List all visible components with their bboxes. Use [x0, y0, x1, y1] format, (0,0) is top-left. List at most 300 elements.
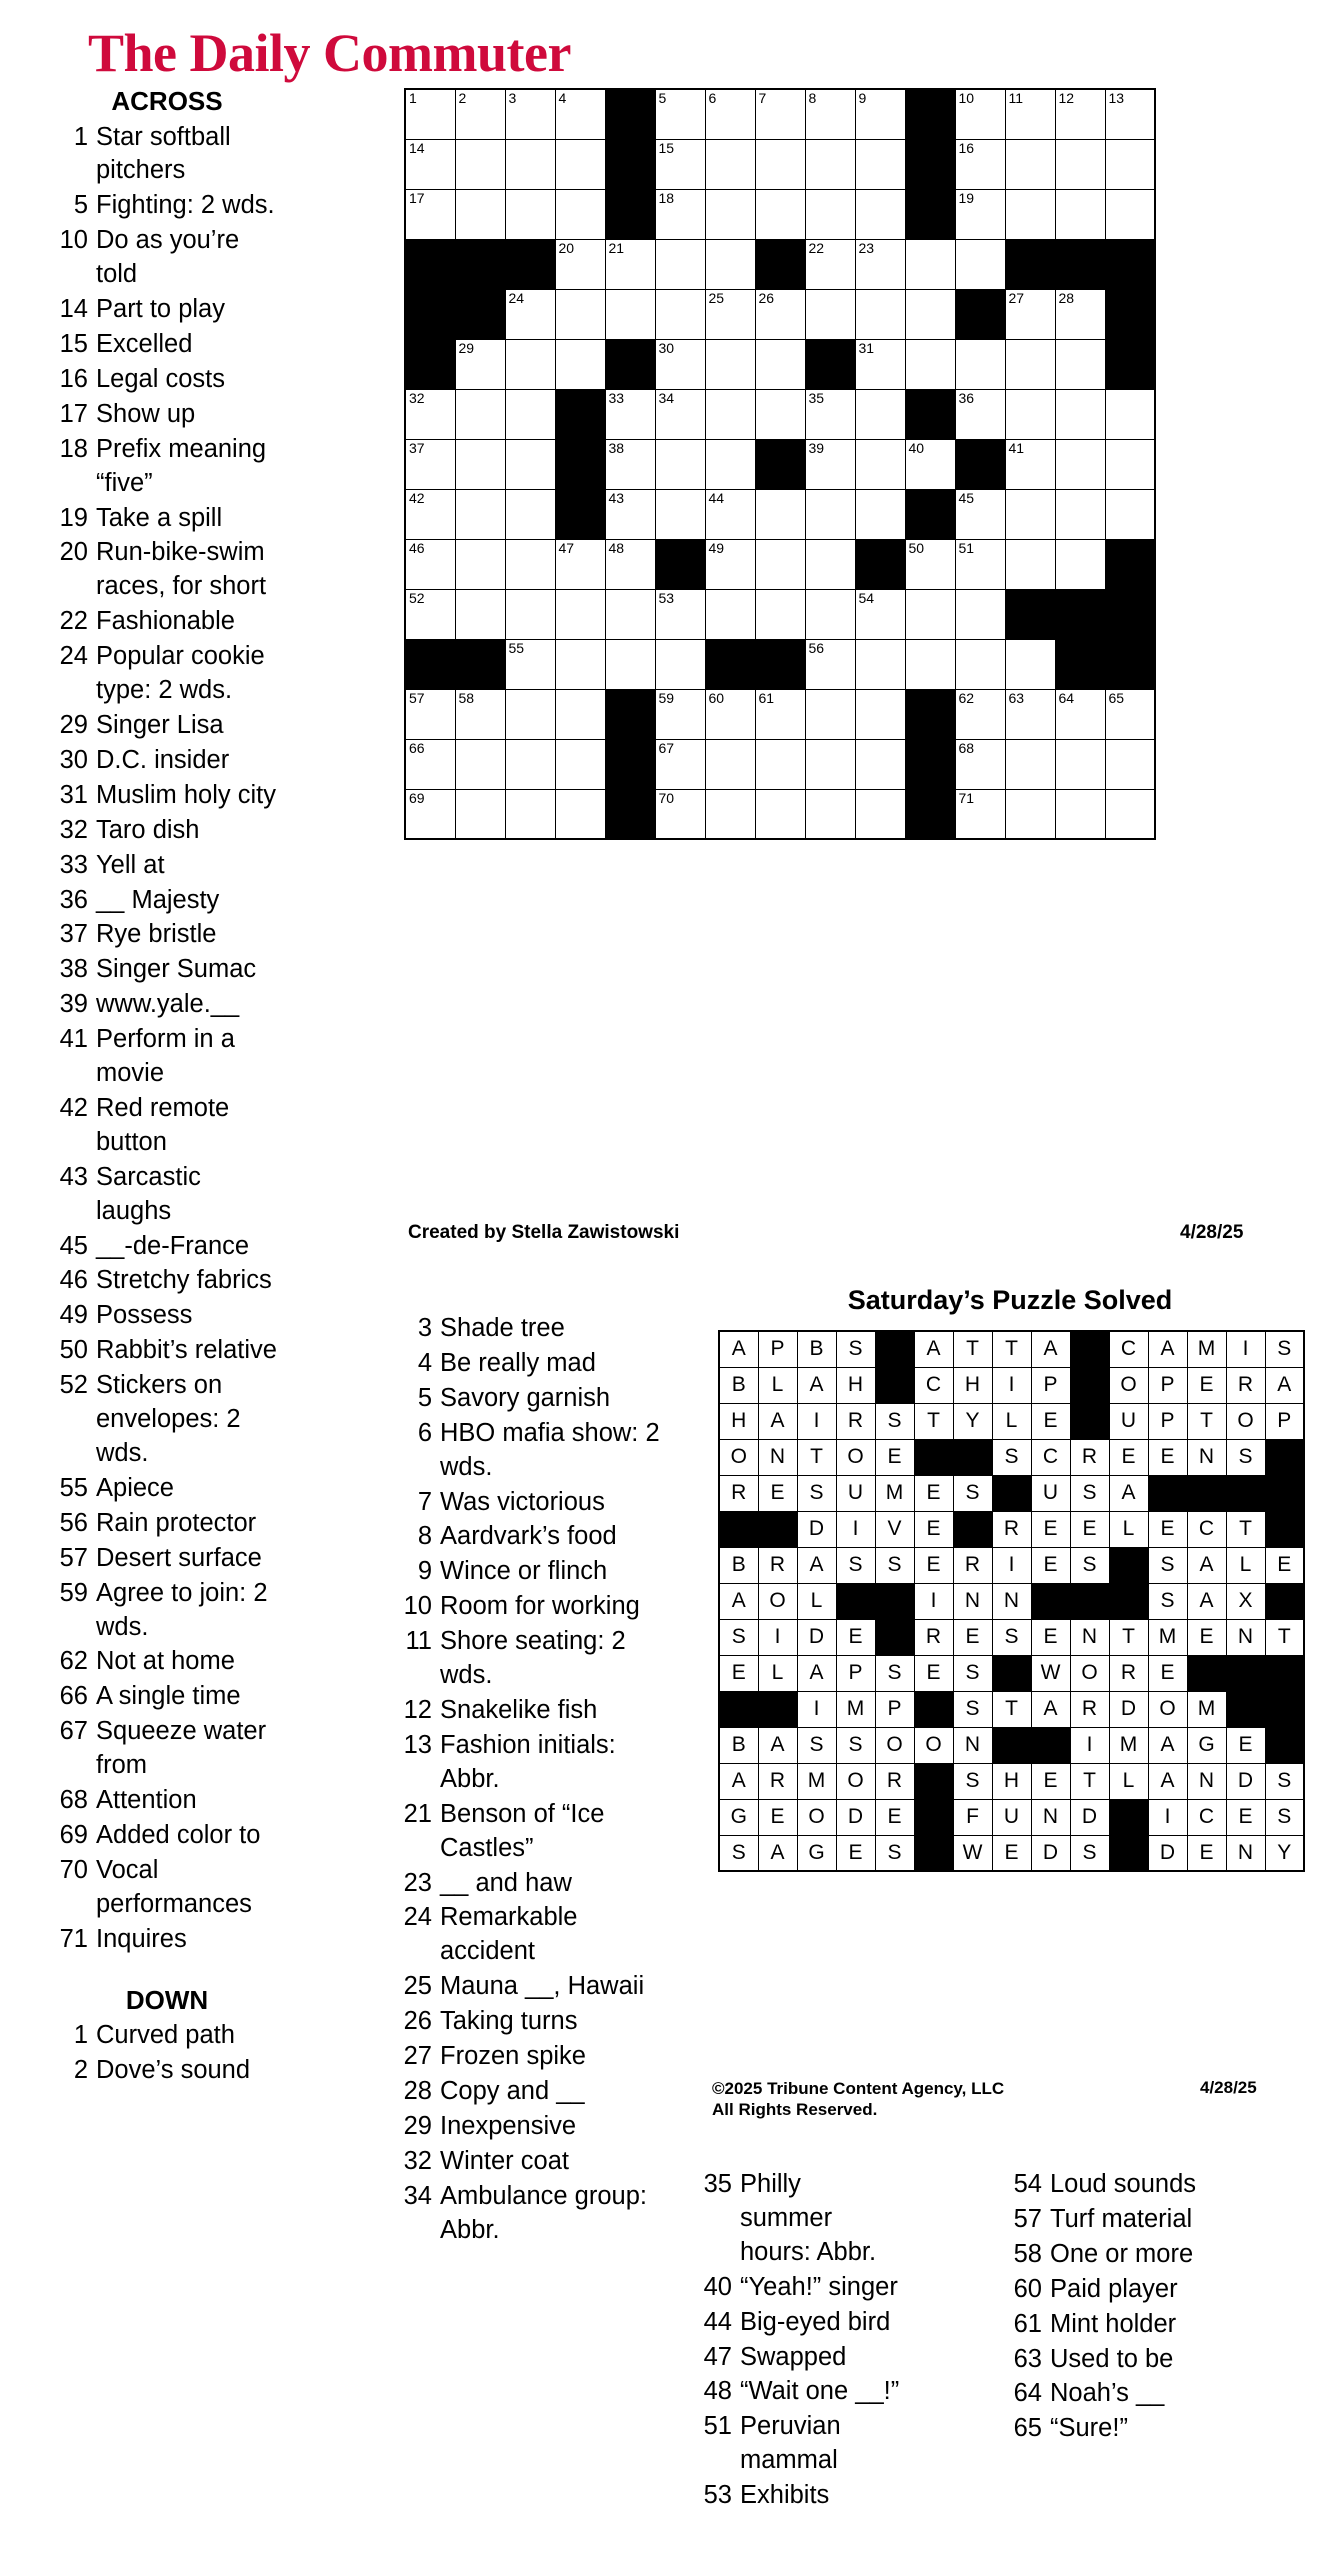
clue-number: 40	[703, 2272, 732, 2301]
grid-cell[interactable]	[805, 489, 855, 539]
grid-cell[interactable]	[555, 789, 605, 839]
grid-cell[interactable]	[855, 689, 905, 739]
solved-cell-block	[1265, 1439, 1304, 1475]
grid-cell[interactable]	[805, 589, 855, 639]
grid-cell[interactable]	[805, 189, 855, 239]
grid-cell[interactable]	[555, 189, 605, 239]
clue-item	[700, 2410, 900, 2478]
clue-item	[56, 363, 278, 397]
grid-cell[interactable]	[755, 339, 805, 389]
clue-item	[56, 1369, 278, 1471]
grid-cell[interactable]	[505, 89, 555, 139]
grid-cell[interactable]	[655, 689, 705, 739]
grid-cell[interactable]	[555, 139, 605, 189]
grid-cell[interactable]	[1005, 639, 1055, 689]
solved-cell: O	[797, 1799, 836, 1835]
clue-item	[700, 2375, 900, 2409]
grid-cell[interactable]	[1055, 689, 1105, 739]
clue-item	[56, 1299, 278, 1333]
grid-cell-number: 63	[1008, 689, 1025, 706]
clue-number: 3	[417, 1314, 432, 1342]
grid-cell[interactable]	[755, 139, 805, 189]
grid-cell[interactable]	[455, 539, 505, 589]
grid-cell[interactable]	[705, 239, 755, 289]
solved-cell: G	[719, 1799, 758, 1835]
grid-cell[interactable]	[1105, 739, 1155, 789]
grid-cell[interactable]	[405, 189, 455, 239]
grid-cell[interactable]	[1005, 539, 1055, 589]
grid-cell-block	[705, 639, 755, 689]
grid-cell[interactable]	[655, 489, 705, 539]
grid-cell[interactable]	[505, 789, 555, 839]
grid-cell[interactable]	[505, 589, 555, 639]
grid-cell[interactable]	[955, 739, 1005, 789]
grid-cell-number: 8	[808, 90, 817, 106]
solved-cell: S	[875, 1547, 914, 1583]
solved-cell: D	[797, 1619, 836, 1655]
grid-cell[interactable]	[905, 339, 955, 389]
grid-cell[interactable]	[1055, 539, 1105, 589]
grid-cell[interactable]	[1105, 689, 1155, 739]
grid-cell[interactable]	[755, 289, 805, 339]
grid-cell[interactable]	[505, 739, 555, 789]
clue-number: 56	[59, 1508, 88, 1537]
solved-cell: V	[875, 1511, 914, 1547]
grid-cell[interactable]	[705, 89, 755, 139]
grid-cell[interactable]	[455, 789, 505, 839]
grid-cell[interactable]	[655, 239, 705, 289]
grid-cell[interactable]	[955, 489, 1005, 539]
grid-cell[interactable]	[605, 589, 655, 639]
clue-item	[400, 1970, 660, 2004]
solved-cell: I	[992, 1367, 1031, 1403]
grid-cell[interactable]	[505, 339, 555, 389]
clue-item	[56, 1542, 278, 1576]
grid-cell[interactable]	[805, 239, 855, 289]
clue-item	[56, 1023, 278, 1091]
grid-cell[interactable]	[855, 189, 905, 239]
grid-row	[405, 389, 1155, 439]
grid-cell[interactable]	[555, 689, 605, 739]
grid-cell[interactable]	[955, 639, 1005, 689]
grid-cell[interactable]	[755, 789, 805, 839]
grid-cell[interactable]	[955, 789, 1005, 839]
grid-cell[interactable]	[605, 539, 655, 589]
grid-cell[interactable]	[805, 439, 855, 489]
clue-text: www.yale.__	[96, 990, 240, 1019]
grid-cell[interactable]	[705, 739, 755, 789]
grid-cell-number: 22	[808, 239, 825, 256]
clue-item	[400, 1729, 660, 1797]
grid-cell[interactable]	[605, 389, 655, 439]
grid-cell-number: 14	[409, 139, 425, 156]
grid-cell[interactable]	[955, 689, 1005, 739]
grid-cell[interactable]	[905, 589, 955, 639]
grid-cell[interactable]	[855, 489, 905, 539]
grid-row	[405, 789, 1155, 839]
grid-cell[interactable]	[855, 589, 905, 639]
solved-cell: P	[836, 1655, 875, 1691]
grid-cell[interactable]	[505, 639, 555, 689]
grid-row	[405, 189, 1155, 239]
grid-cell[interactable]	[1005, 89, 1055, 139]
grid-cell-block	[605, 189, 655, 239]
solved-cell: R	[1226, 1367, 1265, 1403]
grid-cell[interactable]	[1005, 339, 1055, 389]
grid-cell[interactable]	[1005, 789, 1055, 839]
clue-number: 19	[59, 503, 88, 532]
grid-cell[interactable]	[655, 639, 705, 689]
grid-cell[interactable]	[1005, 689, 1055, 739]
solved-cell: S	[836, 1547, 875, 1583]
solved-cell: I	[1226, 1331, 1265, 1367]
grid-cell[interactable]	[405, 89, 455, 139]
clue-text: Loud sounds	[1050, 2170, 1197, 2198]
grid-cell-block	[1055, 589, 1105, 639]
grid-cell[interactable]	[1105, 789, 1155, 839]
grid-cell[interactable]	[455, 589, 505, 639]
solved-cell-block	[992, 1655, 1031, 1691]
clue-item	[56, 744, 278, 778]
grid-cell-number: 41	[1008, 439, 1025, 456]
solved-cell: B	[719, 1727, 758, 1763]
grid-cell[interactable]	[555, 539, 605, 589]
solved-cell: E	[1148, 1511, 1187, 1547]
grid-cell[interactable]	[505, 539, 555, 589]
grid-cell-block	[805, 339, 855, 389]
grid-cell[interactable]	[655, 789, 705, 839]
solved-cell: N	[1070, 1619, 1109, 1655]
grid-cell-block	[405, 289, 455, 339]
grid-cell[interactable]	[655, 189, 705, 239]
grid-cell[interactable]	[755, 589, 805, 639]
solved-cell: A	[719, 1763, 758, 1799]
grid-cell-number: 66	[409, 739, 425, 756]
grid-cell[interactable]	[505, 189, 555, 239]
clue-item	[400, 1867, 660, 1901]
grid-cell-number: 50	[908, 539, 925, 556]
grid-cell[interactable]	[655, 139, 705, 189]
grid-cell[interactable]	[805, 789, 855, 839]
grid-cell[interactable]	[1105, 189, 1155, 239]
grid-cell[interactable]	[1055, 739, 1105, 789]
clue-number: 14	[59, 295, 88, 324]
clue-number: 65	[1013, 2414, 1042, 2443]
solved-cell-block	[992, 1475, 1031, 1511]
grid-cell[interactable]	[505, 289, 555, 339]
grid-cell[interactable]	[955, 139, 1005, 189]
grid-cell-number: 70	[658, 789, 675, 806]
solved-cell: E	[1109, 1439, 1148, 1475]
grid-cell[interactable]	[855, 789, 905, 839]
copyright-line-2: All Rights Reserved.	[712, 2100, 878, 2120]
clue-item	[56, 398, 278, 432]
grid-cell[interactable]	[655, 289, 705, 339]
grid-cell[interactable]	[455, 739, 505, 789]
grid-cell-block	[905, 489, 955, 539]
grid-cell[interactable]	[755, 489, 805, 539]
grid-cell[interactable]	[405, 539, 455, 589]
grid-cell[interactable]	[1005, 139, 1055, 189]
solved-cell: I	[914, 1583, 953, 1619]
solved-cell: O	[914, 1727, 953, 1763]
clue-text: Part to play	[96, 295, 225, 324]
grid-cell[interactable]	[1055, 189, 1105, 239]
clue-item	[56, 1645, 278, 1679]
grid-cell[interactable]	[905, 539, 955, 589]
grid-cell-block	[1005, 239, 1055, 289]
grid-cell[interactable]	[1105, 139, 1155, 189]
grid-cell[interactable]	[455, 689, 505, 739]
grid-cell[interactable]	[405, 489, 455, 539]
grid-cell[interactable]	[555, 239, 605, 289]
grid-cell[interactable]	[955, 389, 1005, 439]
grid-cell[interactable]	[955, 539, 1005, 589]
clue-number: 18	[59, 434, 88, 463]
clue-text: “Sure!”	[1050, 2414, 1128, 2443]
grid-cell[interactable]	[705, 439, 755, 489]
solved-cell: A	[758, 1403, 797, 1439]
solved-cell: E	[914, 1511, 953, 1547]
solved-cell: S	[992, 1439, 1031, 1475]
solved-cell: T	[992, 1331, 1031, 1367]
clue-number: 47	[703, 2342, 732, 2371]
grid-cell[interactable]	[855, 89, 905, 139]
grid-cell[interactable]	[755, 539, 805, 589]
grid-cell[interactable]	[1055, 289, 1105, 339]
grid-cell[interactable]	[605, 489, 655, 539]
grid-cell[interactable]	[405, 139, 455, 189]
grid-cell[interactable]	[605, 239, 655, 289]
solved-cell: E	[914, 1547, 953, 1583]
grid-cell[interactable]	[1055, 89, 1105, 139]
grid-cell[interactable]	[655, 439, 705, 489]
grid-cell[interactable]	[505, 689, 555, 739]
clue-item	[56, 988, 278, 1022]
solved-cell: D	[1226, 1763, 1265, 1799]
grid-cell[interactable]	[555, 289, 605, 339]
grid-cell[interactable]	[1105, 389, 1155, 439]
grid-cell[interactable]	[1005, 739, 1055, 789]
grid-cell[interactable]	[955, 589, 1005, 639]
grid-cell[interactable]	[805, 689, 855, 739]
grid-cell[interactable]	[605, 639, 655, 689]
grid-cell[interactable]	[455, 489, 505, 539]
grid-cell[interactable]	[1105, 89, 1155, 139]
clue-item	[400, 1347, 660, 1381]
clue-number: 16	[59, 364, 88, 393]
grid-cell[interactable]	[1055, 339, 1105, 389]
grid-cell[interactable]	[455, 189, 505, 239]
grid-cell[interactable]	[1055, 139, 1105, 189]
grid-cell[interactable]	[855, 639, 905, 689]
grid-cell[interactable]	[705, 289, 755, 339]
grid-cell[interactable]	[855, 339, 905, 389]
grid-cell[interactable]	[605, 439, 655, 489]
grid-cell[interactable]	[705, 389, 755, 439]
grid-cell[interactable]	[755, 689, 805, 739]
solved-cell: E	[1031, 1763, 1070, 1799]
grid-cell[interactable]	[905, 439, 955, 489]
grid-cell[interactable]	[1005, 389, 1055, 439]
solved-cell: P	[1148, 1367, 1187, 1403]
grid-cell[interactable]	[705, 139, 755, 189]
grid-cell[interactable]	[905, 639, 955, 689]
grid-cell[interactable]	[1055, 439, 1105, 489]
grid-cell[interactable]	[505, 389, 555, 439]
grid-cell[interactable]	[455, 389, 505, 439]
grid-cell[interactable]	[655, 89, 705, 139]
grid-cell-number: 68	[958, 739, 975, 756]
grid-cell[interactable]	[605, 289, 655, 339]
grid-cell[interactable]	[1005, 439, 1055, 489]
solved-cell: N	[1187, 1763, 1226, 1799]
solved-cell-block	[914, 1763, 953, 1799]
grid-cell[interactable]	[1005, 489, 1055, 539]
solved-cell: O	[836, 1439, 875, 1475]
grid-cell[interactable]	[555, 739, 605, 789]
grid-cell[interactable]	[405, 689, 455, 739]
grid-cell[interactable]	[955, 239, 1005, 289]
grid-cell[interactable]	[855, 389, 905, 439]
clue-item	[400, 1417, 660, 1485]
grid-cell[interactable]	[855, 239, 905, 289]
grid-cell[interactable]	[905, 289, 955, 339]
grid-cell[interactable]	[1005, 189, 1055, 239]
clue-text: Was victorious	[440, 1487, 605, 1516]
clue-text: Shade tree	[440, 1314, 565, 1342]
grid-cell[interactable]	[805, 639, 855, 689]
clue-number: 66	[59, 1682, 88, 1711]
clue-number: 29	[403, 2111, 432, 2140]
solved-cell: Y	[953, 1403, 992, 1439]
grid-cell[interactable]	[405, 389, 455, 439]
grid-cell[interactable]	[805, 139, 855, 189]
solved-cell: B	[719, 1547, 758, 1583]
grid-cell[interactable]	[405, 439, 455, 489]
solved-row	[719, 1763, 1304, 1799]
grid-cell-number: 62	[958, 689, 975, 706]
grid-cell[interactable]	[855, 139, 905, 189]
solved-cell: A	[758, 1835, 797, 1871]
grid-cell[interactable]	[405, 739, 455, 789]
grid-cell[interactable]	[1105, 439, 1155, 489]
grid-cell[interactable]	[505, 439, 555, 489]
grid-cell[interactable]	[805, 289, 855, 339]
grid-cell[interactable]	[705, 489, 755, 539]
clue-text: __-de-France	[96, 1231, 250, 1260]
grid-cell[interactable]	[755, 89, 805, 139]
grid-cell-block	[1005, 589, 1055, 639]
grid-cell[interactable]	[455, 339, 505, 389]
copyright-line-1: ©2025 Tribune Content Agency, LLC	[712, 2079, 1005, 2098]
solved-cell: O	[875, 1727, 914, 1763]
solved-cell: A	[1031, 1691, 1070, 1727]
grid-cell[interactable]	[705, 539, 755, 589]
grid-cell[interactable]	[705, 589, 755, 639]
grid-cell[interactable]	[655, 339, 705, 389]
clue-number: 10	[59, 226, 88, 255]
grid-cell[interactable]	[455, 139, 505, 189]
grid-cell-number: 34	[658, 389, 675, 406]
grid-cell-number: 1	[409, 90, 417, 106]
clue-item	[400, 2180, 660, 2248]
grid-cell[interactable]	[555, 89, 605, 139]
grid-cell[interactable]	[805, 389, 855, 439]
solved-cell: R	[914, 1619, 953, 1655]
grid-cell[interactable]	[755, 189, 805, 239]
grid-cell[interactable]	[955, 339, 1005, 389]
solved-cell: A	[1148, 1727, 1187, 1763]
grid-cell[interactable]	[705, 789, 755, 839]
grid-cell[interactable]	[555, 339, 605, 389]
grid-cell[interactable]	[805, 739, 855, 789]
grid-cell[interactable]	[455, 89, 505, 139]
grid-cell-number: 7	[758, 90, 767, 106]
grid-cell[interactable]	[705, 689, 755, 739]
grid-cell[interactable]	[505, 139, 555, 189]
clue-item	[400, 1520, 660, 1554]
grid-cell[interactable]	[705, 339, 755, 389]
grid-cell[interactable]	[655, 739, 705, 789]
solved-cell: T	[1070, 1763, 1109, 1799]
grid-cell[interactable]	[1055, 389, 1105, 439]
grid-cell[interactable]	[455, 439, 505, 489]
grid-cell[interactable]	[955, 189, 1005, 239]
grid-cell[interactable]	[755, 389, 805, 439]
grid-cell[interactable]	[855, 289, 905, 339]
clue-text: Rain protector	[96, 1508, 257, 1537]
grid-cell[interactable]	[705, 189, 755, 239]
grid-cell[interactable]	[805, 89, 855, 139]
grid-cell[interactable]	[955, 89, 1005, 139]
clue-number: 6	[417, 1418, 432, 1447]
clue-number: 5	[417, 1383, 432, 1412]
grid-cell[interactable]	[655, 389, 705, 439]
grid-cell[interactable]	[805, 539, 855, 589]
clue-number: 43	[59, 1162, 88, 1191]
clue-item	[56, 1507, 278, 1541]
solved-cell: U	[1109, 1403, 1148, 1439]
clue-text: A single time	[96, 1682, 241, 1711]
grid-cell[interactable]	[755, 739, 805, 789]
solved-cell-block	[1070, 1583, 1109, 1619]
grid-cell[interactable]	[905, 239, 955, 289]
solved-cell-block	[1265, 1583, 1304, 1619]
grid-cell[interactable]	[855, 739, 905, 789]
grid-cell-number: 12	[1058, 90, 1075, 106]
grid-cell[interactable]	[405, 589, 455, 639]
grid-cell[interactable]	[655, 589, 705, 639]
puzzle-grid[interactable]	[404, 88, 1156, 840]
grid-cell[interactable]	[505, 489, 555, 539]
grid-cell[interactable]	[405, 789, 455, 839]
clue-text: Squeeze water from	[96, 1717, 267, 1780]
grid-cell[interactable]	[855, 439, 905, 489]
clue-item	[56, 328, 278, 362]
clue-text: Dove’s sound	[96, 2056, 251, 2085]
solved-cell: L	[758, 1367, 797, 1403]
clue-text: Copy and __	[440, 2076, 585, 2105]
grid-cell[interactable]	[1055, 489, 1105, 539]
grid-cell[interactable]	[555, 589, 605, 639]
clue-number: 22	[59, 607, 88, 636]
grid-cell[interactable]	[1105, 489, 1155, 539]
grid-cell[interactable]	[1055, 789, 1105, 839]
grid-cell[interactable]	[1005, 289, 1055, 339]
grid-cell[interactable]	[555, 639, 605, 689]
clue-item	[700, 2341, 900, 2375]
